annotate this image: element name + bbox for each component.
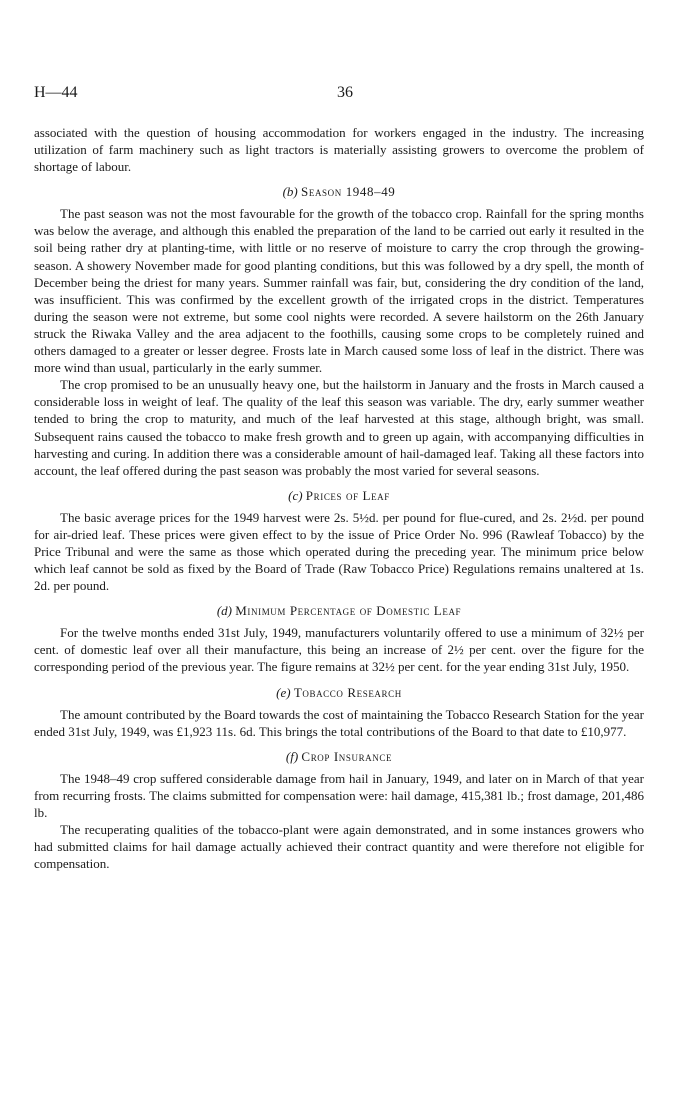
paragraph: The basic average prices for the 1949 harvest were 2s. 5½d. per pound for flue-cured, and 2s. 2½d. per pound for air-dried leaf. These prices were given effect to by the issue of Price Order No. 996 (Rawleaf Tobacco) by the Price Tribunal and were the same as those which operated during the preceding year. The minimum price below which leaf cannot be sold as fixed by the Board of Trade (Raw Tobacco Price) Regulations remains unaltered at 1s. 2d. per pound. [34, 509, 644, 594]
section-heading [34, 487, 644, 504]
paragraph: The 1948–49 crop suffered considerable damage from hail in January, 1949, and later on in March of that year from recurring frosts. The claims submitted for compensation were: hail damage, 415,381 lb.; frost damage, 201,486 lb. [34, 770, 644, 820]
page-header [34, 84, 644, 104]
section-number: (b) [282, 184, 298, 200]
section-number: (d) [216, 603, 232, 619]
paragraph: The amount contributed by the Board towards the cost of maintaining the Tobacco Research Station for the year ended 31st July, 1949, was £1,923 11s. 6d. This brings the total contributions of the Board to that date to £10,977. [34, 706, 644, 739]
section-title: Minimum Percentage of Domestic Leaf [235, 603, 462, 619]
paragraph: The crop promised to be an unusually heavy one, but the hailstorm in January and the frosts in March caused a considerable loss in weight of leaf. The quality of the leaf this season was variable. The dry, early summer weather tended to bring the crop to maturity, and much of the leaf harvested at this stage, although bright, was small. Subsequent rains caused the tobacco to make fresh growth and to green up again, with accompanying difficulties in harvesting and curing. In addition there was a considerable amount of hail-damaged leaf. Taking all these factors into account, the leaf offered during the past season was probably the most varied for several seasons. [34, 377, 645, 478]
section-minimum-percentage [34, 602, 644, 675]
section-crop-insurance [34, 748, 644, 873]
section-heading [34, 602, 644, 619]
section-prices-of-leaf [34, 487, 644, 594]
document-reference: H—44 [34, 84, 78, 101]
page-number: 36 [337, 84, 353, 101]
paragraph: The recuperating qualities of the tobacco-plant were again demonstrated, and in some instances growers who had submitted claims for hail damage actually achieved their contract quantity and were therefore not eligible for compensation. [34, 822, 644, 872]
page-body [34, 124, 644, 872]
paragraph: For the twelve months ended 31st July, 1949, manufacturers voluntarily offered to use a minimum of 32½ per cent. of domestic leaf over all their manufacture, this being an increase of 2½ per cent. over the figure for the corresponding period of the previous year. The figure remains at 32½ per cent. for the year ending 31st July, 1950. [34, 625, 644, 675]
section-number: (c) [288, 487, 303, 503]
section-heading [34, 183, 644, 200]
section-title: Season 1948–49 [301, 184, 396, 200]
section-heading [34, 684, 644, 701]
section-tobacco-research [34, 684, 644, 740]
section-title: Crop Insurance [301, 748, 393, 764]
section-title: Tobacco Research [293, 684, 402, 700]
section-title: Prices of Leaf [305, 487, 390, 503]
section-heading [34, 748, 644, 765]
section-season [34, 183, 644, 479]
section-number: (f) [285, 748, 299, 764]
paragraph: The past season was not the most favourable for the growth of the tobacco crop. Rainfall for the spring months was below the average, and although this enabled the preparation of the land to be carried out early it resulted in the soil being rather dry at planting-time, with little or no reserve of moisture to carry the crop through the growing-season. A showery November made for good planting conditions, but this was followed by a dry spell, the month of December being the driest for many years. Summer rainfall was fair, but, considering the dry condition of the land, was insufficient. This was confirmed by the excellent growth of the irrigated crops in the district. Temperatures during the season were not extreme, but some cool nights were recorded. A severe hailstorm on the 26th January struck the Riwaka Valley and the area adjacent to the foothills, causing some crops to be completely ruined and others damaged to a greater or lesser degree. Frosts late in March caused some loss of leaf in the district. There was more wind than usual, particularly in the early summer. [34, 206, 644, 376]
section-number: (e) [276, 684, 291, 700]
intro-paragraph: associated with the question of housing accommodation for workers engaged in the industry. The increasing utilization of farm machinery such as light tractors is materially assisting growers to overcome the problem of shortage of labour. [34, 125, 644, 175]
